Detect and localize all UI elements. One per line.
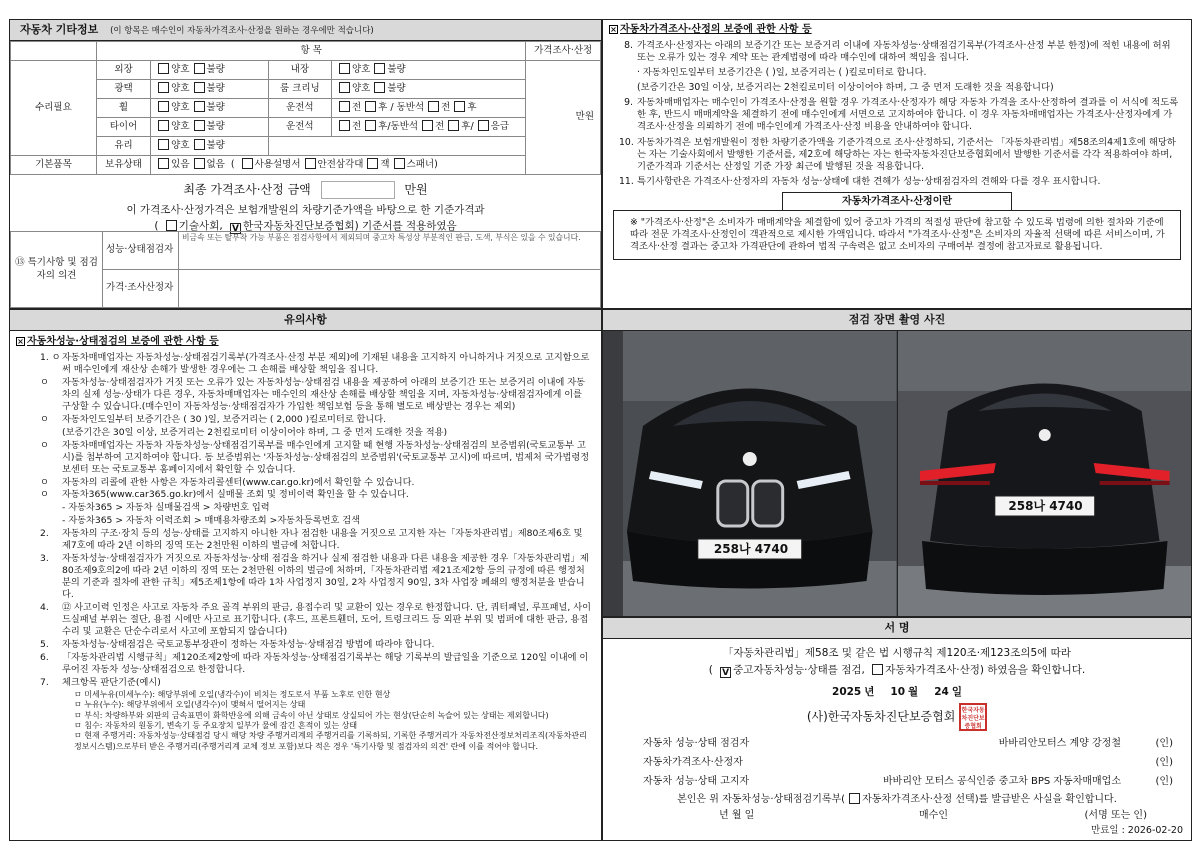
tire-pass-rear-checkbox[interactable] [448,120,459,131]
wheel-good-checkbox[interactable] [158,101,169,112]
notices-panel [9,309,602,841]
gloss-good-checkbox[interactable] [158,82,169,93]
notice-item [40,440,591,476]
association-line [603,703,1191,731]
final-price-line [10,181,601,199]
inspection-record-page [9,19,1192,841]
special-notes-label: ⑬ 특기사항 및 점검자의 의견 [11,232,103,308]
price-inspector-label: 가격·조사산정자 [103,270,179,308]
price-guarantee-item [619,40,1181,64]
notice-number: ㅇ [40,413,49,425]
perf-inspector-opinion: 비금속 또는 탈부착 가능 부품은 점검사항에서 제외되며 중고차 특성상 부분적인 판금, 도색, 부식은 있을 수 있습니다. [179,232,601,270]
row-possession: 보유상태 [96,156,150,175]
price-guarantee-list [603,36,1191,188]
notice-number: ㅇ [40,476,49,488]
price-guarantee-item [619,82,1181,94]
price-check-checkbox[interactable] [872,664,883,675]
item-number: 10. [619,136,634,148]
room-clean-good-checkbox[interactable] [339,82,350,93]
criteria-examples [10,690,601,752]
row-room-clean: 룸 크리닝 [268,80,331,99]
signer-row [603,737,1191,750]
notice-number: ㅇ [40,439,49,451]
perf-inspector-label: 성능·상태점검자 [103,232,179,270]
notice-number: ㅇ [40,489,49,501]
front-plate-text: 258나 4740 [713,542,789,556]
price-guarantee-item [619,97,1181,133]
notice-number [40,515,62,527]
item-number [619,67,637,79]
signature-header: 서 명 [603,618,1191,639]
price-unit: 만원 [526,61,601,175]
issue-date: 2025 년 10 월 24 일 [832,685,962,698]
price-guarantee-title: × 자동차가격조사·산정의 보증에 관한 사항 등 [610,24,812,35]
receipt-date-blank: 년 월 일 [719,810,755,822]
notice-item [40,502,591,514]
signer-label: 자동차가격조사·산정자 [643,757,743,769]
wheel-driver-label: 운전석 [268,99,331,118]
gloss-bad-checkbox[interactable] [194,82,205,93]
item-number [619,82,637,94]
signer-row [603,775,1191,788]
signer-seal-mark: (인) [1155,757,1173,769]
notice-number: 5. [40,638,49,650]
legal-basis-line: 「자동차관리법」제58조 및 같은 법 시행규칙 제120조·제123조의5에 따라 [723,647,1071,659]
notices-list [10,348,601,689]
notice-item [40,489,591,501]
notice-item [40,515,591,527]
basis-note-1: 이 가격조사·산정가격은 보험개발원의 차량기준가액을 바탕으로 한 기준가격과 [126,204,485,216]
notice-number: 1. ㅇ [40,352,61,363]
item-text: 자동차가격은 보험개발원이 정한 차량기준가액을 기준가격으로 조사·산정하되, 기준서는 「자동차관리법」제58조의4제1호에 해당하는 자는 기술사회에서 발행한 기준서를, 제2호에 해당하는 자는 한국자동차진단보증협회에서 발행한 기준서를 각각 적용하여야 하며, 기준가격과 기준서는 산정일 기준 가장 최근에 발행된 것을 적용합니다. [637,136,1176,172]
association-name: (사)한국자동차진단보증협회 [806,709,956,724]
buyer-label: 매수인 [919,810,948,822]
price-guarantee-item [619,137,1181,173]
possession-none-checkbox[interactable] [194,158,205,169]
notice-item [40,639,591,651]
tire-driver-label: 운전석 [268,118,331,137]
notice-number: ㅇ [40,376,49,388]
what-is-price-title: 자동차가격조사·산정이란 [782,192,1012,211]
receipt-line: 본인은 위 자동차성능·상태점검기록부( 자동차가격조사·산정 선택)를 발급받은 사실을 확인합니다. [677,794,1117,806]
spanner-checkbox[interactable] [394,158,405,169]
performance-guarantee-title: × 자동차성능·상태점검의 보증에 관한 사항 등 [17,336,219,347]
final-price-label: 최종 가격조사·산정 금액 [183,182,311,197]
price-guarantee-item [619,176,1181,188]
item-text: (보증기간은 30일 이상, 보증거리는 2천킬로미터 이상이어야 하며, 그 중 먼저 도래한 것을 적용합니다) [637,82,1054,94]
tire-emergency-checkbox[interactable] [478,120,489,131]
what-is-price-box: ※ "가격조사·산정"은 소비자가 매매계약을 체결함에 있어 중고차 가격의 적절성 판단에 참고할 수 있도록 법령에 의한 절차와 기준에 따라 전문 가격조사·산정인이 객관적으로 제시한 가액입니다. 따라서 "가격조사·산정"은 소비자의 자율적 선택에 따른 서비스이며, 가격조사·산정 결과는 중고차 가격판단에 관하여 법적 구속력은 없고 소비자의 구매여부 결정에 참고자료로 활용됩니다. [613,210,1181,260]
notice-text: 자동차성능·상태점검자가 거짓으로 자동차성능·상태 점검을 하거나 실제 점검한 내용과 다른 내용을 제공한 경우「자동차관리법」제80조제9호의2에 따라 2년 이하의 징역 또는 2천만원 이하의 벌금에 처하며,「자동차관리법 제21조제2항 등의 규정에 따른 행정처분의 기준과 절차에 관한 규칙」제5조제1항에 따라 1차 사업정지 30일, 2차 사업정지 90일, 3차 사업장 폐쇄의 행정처분을 받습니다. [62,553,589,601]
notice-text: 자동차성능·상태점검자가 거짓 또는 오류가 있는 자동차성능·상태점검 내용을 제공하여 아래의 보증기간 또는 보증거리 이내에 자동차의 실제 성능·상태가 다른 경우, 자동차매매업자는 매수인의 재산상 손해를 배상할 책임을 지며, 자동차성능·상태점검자에게 이를 구상할 수 있습니다.(매수인이 자동차성능·상태점검자가 가입한 책임보험 등을 통해 별도로 배상받는 경우는 제외) [62,376,586,412]
notice-text: 「자동차관리법 시행규칙」제120조제2항에 따라 자동차성능·상태점검기록부는 해당 기록부의 발급일을 기준으로 120일 이내에 이루어진 자동차 성능·상태점검으로 한정합니다. [62,651,589,675]
glass-bad-checkbox[interactable] [194,139,205,150]
notice-number [40,427,62,439]
signer-seal-mark: (인) [1155,738,1173,750]
signer-label: 자동차 성능·상태 고지자 [643,776,750,788]
signer-rows [603,737,1191,788]
notice-item [40,377,591,413]
basis-note-2: ( 기술사회, V 한국자동차진단보증협회) 기준서를 적용하였음 [154,219,457,234]
notice-number: 2. [40,528,49,540]
confirm-line: ( V 중고자동차성능·상태를 점검, 자동차가격조사·산정) 하였음을 확인합니다. [708,663,1086,678]
exterior-good-checkbox[interactable] [158,63,169,74]
glass-good-checkbox[interactable] [158,139,169,150]
notice-item [40,677,591,689]
tire-bad-checkbox[interactable] [194,120,205,131]
price-guarantee-item [619,67,1181,79]
other-info-header [10,20,601,41]
signer-name [843,756,1135,769]
buyer-sign-field[interactable]: (서명 또는 인) [1084,810,1147,822]
notice-number: 4. [40,602,49,614]
notice-text: 자동차인도일부터 보증기간은 ( 30 )일, 보증거리는 ( 2,000 )킬로미터로 합니다. [62,413,387,425]
tech-society-checkbox[interactable] [166,220,177,231]
wheel-rear-checkbox[interactable] [365,101,376,112]
tire-good-checkbox[interactable] [158,120,169,131]
row-interior: 내장 [268,61,331,80]
interior-bad-checkbox[interactable] [374,63,385,74]
signer-name: 바바리안 모터스 공식인증 중고차 BPS 자동차매매업소 [883,776,1121,788]
criteria-example: ㅁ 현재 주행거리: 자동차성능·상태점검 당시 해당 차량 주행거리계의 주행거리를 기록하되, 기록한 주행거리가 자동차전산정보처리조직(자동차관리정보시스템)으로부터 받은 주행거리(주행거리계 교체 정보 포함)보다 적은 경우 '특기사항 및 점검자의 의견' 란에 이를 적어야 합니다. [74,731,587,751]
special-notes-table [10,231,601,308]
notice-item [40,553,591,601]
tire-front-checkbox[interactable] [339,120,350,131]
vehicle-other-info-panel [9,19,602,309]
buyer-sign-line [603,809,1191,822]
item-text: 특기사항란은 가격조사·산정자의 자동차 성능·상태에 대한 견해가 성능·상태점검자의 견해와 다를 경우 표시합니다. [637,175,1101,187]
row-gloss: 광택 [96,80,150,99]
wheel-pass-rear-checkbox[interactable] [454,101,465,112]
group-repair-label: 수리필요 [11,61,97,156]
other-info-table: 항 목 가격조사·산정 수리필요 외장 양호 불량 내장 양호 불량 만원 광택 양호 불량 룸 크리닝 양호 불량 휠 양호 불량 운전석 전 후 / 동반석 전 후 타이어 양호 불량 운전석 전 후/동반석 전 후/ 응급 유리 양호 불량 기본품목 보유상태 있음 없음 ( 사용설명서 안전삼각대 잭 스패너) [10,41,601,175]
front-car-image [603,331,897,617]
exterior-bad-checkbox[interactable] [194,63,205,74]
notice-item [40,414,591,426]
criteria-example: ㅁ 미세누유(미세누수): 해당부위에 오일(냉각수)이 비치는 정도로서 부품 노후로 인한 현상 [74,689,391,699]
notice-number: 6. [40,651,49,663]
notice-text: ⑫ 사고이력 인정은 사고로 자동차 주요 골격 부위의 판금, 용접수리 및 교환이 있는 경우로 한정합니다. 단, 쿼터패널, 루프패널, 사이드실패널 부위는 절단, 용접 시에만 사고로 표기합니다. (후드, 프론트휀더, 도어, 트렁크리드 등 외판 부위 및 범퍼에 대한 판금, 용접수리 및 교환은 단순수리로서 사고에 포함되지 않습니다) [62,602,591,637]
signature-panel [602,617,1192,841]
row-tire: 타이어 [96,118,150,137]
wheel-bad-checkbox[interactable] [194,101,205,112]
item-number: 8. [624,40,633,51]
association-seal-icon: 한국자동차진단보증협회 [959,703,987,731]
row-exterior: 외장 [96,61,150,80]
criteria-example: ㅁ 부식: 차량하부와 외판의 금속표면이 화학반응에 의해 금속이 아닌 상태로 상실되어 가는 현상(단순히 녹슬어 있는 상태는 제외합니다) [74,710,549,720]
possession-have-checkbox[interactable] [158,158,169,169]
notice-text: 자동차365(www.car365.go.kr)에서 실매물 조회 및 정비이력 확인을 할 수 있습니다. [62,489,409,501]
wheel-front-checkbox[interactable] [339,101,350,112]
col-item-header: 항 목 [96,42,525,61]
notice-text: 자동차매매업자는 자동차 자동차성능·상태점검기록부를 매수인에게 고지할 때 현행 자동차성능·상태점검의 보증범위(국토교통부 고시)를 첨부하여 고지하여야 합니다. 동 보증범위는 '자동차성능·상태점검의 보증범위'(국토교통부 고시)에 따르며, 법제처 국가법령정보센터 또는 국토교통부 홈페이지에서 확인할 수 있습니다. [62,439,590,475]
notice-item [40,652,591,676]
item-text: 자동차매매업자는 매수인이 가격조사·산정을 원할 경우 가격조사·산정자가 해당 자동차 가격을 조사·산정하여 결과를 이 서식에 적도록 한 후, 반드시 매매계약을 체결하기 전에 매수인에게 서면으로 고지하여야 합니다. 이 경우 자동차매매업자는 가격조사·산정자에게 가격조사·산정을 의뢰하기 전에 매수인에게 가격조사·산정 비용을 안내하여야 합니다. [637,97,1179,133]
association-checkbox[interactable]: V [230,223,241,234]
notice-text: 체크항목 판단기준(예시) [62,676,161,688]
notice-item [40,602,591,638]
col-price-header: 가격조사·산정 [526,42,601,61]
final-price-unit: 만원 [404,182,428,197]
performance-check-checkbox[interactable]: V [720,667,731,678]
signature-body [603,639,1191,731]
notice-item [40,477,591,489]
jack-checkbox[interactable] [367,158,378,169]
signer-name: 바바리안모터스 계양 강정철 [998,738,1121,750]
other-info-subtitle: (이 항목은 매수인이 자동차가격조사·산정을 원하는 경우에만 적습니다) [110,26,374,36]
rear-car-image [898,331,1192,617]
notice-text: 자동차성능·상태점검은 국토교통부장관이 정하는 자동차성능·상태점검 방법에 따라야 합니다. [62,638,435,650]
tire-rear-checkbox[interactable] [365,120,376,131]
manual-checkbox[interactable] [242,158,253,169]
notice-item [40,528,591,552]
criteria-example: ㅁ 침수: 자동차의 원동기, 변속기 등 주요장치 일부가 물에 잠긴 흔적이 있는 상태 [74,720,358,730]
notice-text: 자동차매매업자는 자동차성능·상태점검기록부(가격조사·산정 부분 제외)에 기재된 내용을 고지하지 아니하거나 거짓으로 고지함으로써 매수인에게 재산상 손해가 발생한 경우에는 그 손해를 배상할 책임을 집니다. [62,352,590,375]
notice-number [40,502,62,514]
price-guarantee-panel [602,19,1192,309]
triangle-checkbox[interactable] [305,158,316,169]
rear-plate-text: 258나 4740 [1008,499,1083,513]
tire-pass-front-checkbox[interactable] [422,120,433,131]
room-clean-bad-checkbox[interactable] [374,82,385,93]
item-number: 11. [619,175,634,187]
item-number: 9. [624,97,633,109]
interior-good-checkbox[interactable] [339,63,350,74]
other-info-title: 자동차 기타정보 [20,23,99,36]
notice-number: 7. [40,676,49,688]
criteria-example: ㅁ 누유(누수): 해당부위에서 오일(냉각수)이 맺혀서 떨어지는 상태 [74,700,306,710]
notices-header: 유의사항 [10,310,601,331]
expiry-date: 만료일 : 2026-02-20 [1091,824,1183,836]
inspection-photos-panel [602,309,1192,617]
notice-item [40,352,591,376]
notice-item [40,427,591,439]
notice-text: 자동차의 리콜에 관한 사항은 자동차리콜센터(www.car.go.kr)에서 확인할 수 있습니다. [62,476,415,488]
group-basic-label: 기본품목 [11,156,97,175]
signer-row [603,756,1191,769]
rear-photo [898,331,1192,617]
signer-seal-mark: (인) [1155,776,1173,788]
notice-number: 3. [40,553,49,565]
notice-text: 자동차의 구조·장치 등의 성능·상태를 고지하지 아니한 자나 점검한 내용을 거짓으로 고지한 자는「자동차관리법」제80조제6호 및 제7호에 따라 2년 이하의 징역 또는 2천만원 이하의 벌금에 처합니다. [62,528,583,552]
item-text: 가격조사·산정자는 아래의 보증기간 또는 보증거리 이내에 자동차성능·상태점검기록부(가격조사·산정 부분 한정)에 적힌 내용에 허위 또는 오류가 있는 경우 계약 또는 관계법령에 따라 매수인에 대하여 책임을 집니다. [637,40,1171,64]
notice-text: - 자동차365 > 자동차 이력조회 > 매매용차량조회 >자동차등록번호 검색 [62,515,361,527]
final-price-input[interactable] [321,181,395,199]
notice-text: - 자동차365 > 자동차 실매물검색 > 차량번호 입력 [62,502,270,514]
price-inspector-opinion[interactable] [179,270,601,308]
photos-row [603,331,1191,617]
item-text: · 자동차인도일부터 보증기간은 ( )일, 보증거리는 ( )킬로미터로 합니다. [637,67,927,79]
receipt-price-checkbox[interactable] [849,793,860,804]
photos-header: 점검 장면 촬영 사진 [603,310,1191,331]
wheel-pass-front-checkbox[interactable] [428,101,439,112]
signer-label: 자동차 성능·상태 점검자 [643,738,750,750]
front-photo [603,331,898,617]
row-wheel: 휠 [96,99,150,118]
notice-text: (보증기간은 30일 이상, 보증거리는 2천킬로미터 이상이어야 하며, 그 중 먼저 도래한 것을 적용) [62,426,448,438]
row-glass: 유리 [96,137,150,156]
